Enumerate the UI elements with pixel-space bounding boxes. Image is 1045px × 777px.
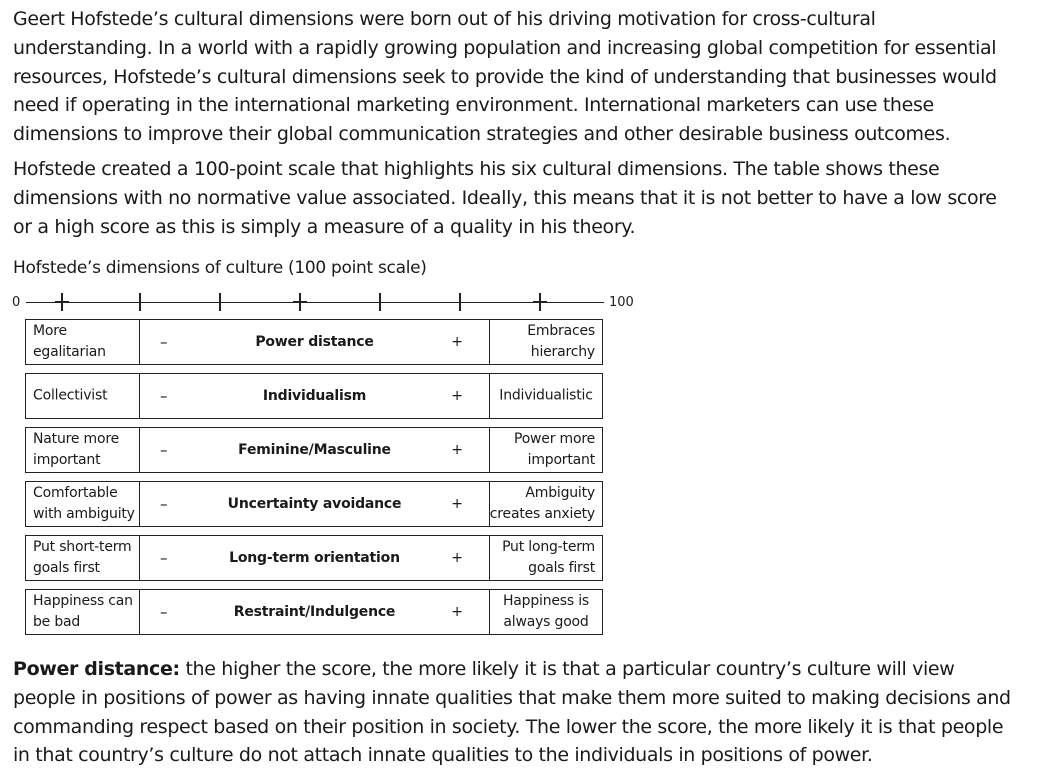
dimension-row-long-term-orientation	[25, 535, 604, 581]
high-pole-label: Individualistic	[499, 387, 593, 404]
dimension-cell	[139, 589, 490, 635]
scale-tick	[459, 293, 461, 311]
dimension-name: Restraint/Indulgence	[233, 604, 396, 620]
high-pole-label: Happiness is always good	[502, 593, 590, 630]
dimension-cell	[139, 373, 490, 419]
minus-sign: –	[160, 603, 168, 621]
definition-text: the higher the score, the more likely it is that a particular country’s culture will view people in positions of power as having innate qualities that make them more suited to making decisions and commanding respect based on their position in society. The lower the score, the more likely it is that people in that country’s culture do not attach innate qualities to the individuals in positions of power.	[13, 658, 1011, 767]
scale-tick-cross	[293, 301, 307, 303]
high-pole-cell	[490, 481, 603, 527]
high-pole-cell	[490, 319, 603, 365]
table-caption: Hofstede’s dimensions of culture (100 point scale)	[13, 258, 427, 278]
high-pole-label: Power more important	[513, 431, 595, 468]
dimension-row-power-distance	[25, 319, 604, 365]
high-pole-label: Embraces hierarchy	[527, 323, 595, 360]
definition-term: Power distance:	[13, 658, 180, 680]
plus-sign: +	[451, 604, 463, 620]
scale-tick	[139, 293, 141, 311]
high-pole-cell	[490, 427, 603, 473]
low-pole-label: Comfortable with ambiguity	[33, 485, 135, 522]
dimension-cell	[139, 427, 490, 473]
intro-paragraph-2: Hofstede created a 100-point scale that highlights his six cultural dimensions. The table shows these dimensions with no normative value associated. Ideally, this means that it is not better to have a low score or a high score as this is simply a measure of a quality in his theory.	[13, 158, 997, 238]
dimension-cell	[139, 535, 490, 581]
dimension-row-feminine-masculine	[25, 427, 604, 473]
high-pole-cell	[490, 535, 603, 581]
high-pole-label: Put long-term goals first	[502, 539, 595, 576]
low-pole-cell	[25, 319, 140, 365]
high-pole-label: Ambiguity creates anxiety	[489, 485, 595, 522]
dimension-name: Power distance	[255, 334, 374, 350]
minus-sign: –	[160, 387, 168, 405]
minus-sign: –	[160, 495, 168, 513]
scale-min-label: 0	[12, 295, 21, 310]
plus-sign: +	[451, 496, 463, 512]
low-pole-cell	[25, 535, 140, 581]
dimension-row-restraint-indulgence	[25, 589, 604, 635]
plus-sign: +	[451, 550, 463, 566]
low-pole-cell	[25, 373, 140, 419]
low-pole-label: Put short-term goals first	[33, 539, 132, 576]
high-pole-cell	[490, 589, 603, 635]
low-pole-cell	[25, 427, 140, 473]
low-pole-label: More egalitarian	[33, 323, 106, 360]
dimension-cell	[139, 319, 490, 365]
low-pole-cell	[25, 589, 140, 635]
minus-sign: –	[160, 549, 168, 567]
dimension-row-individualism	[25, 373, 604, 419]
minus-sign: –	[160, 441, 168, 459]
dimension-name: Individualism	[262, 388, 367, 404]
scale-tick	[379, 293, 381, 311]
scale-axis-line	[26, 302, 604, 303]
low-pole-label: Happiness can be bad	[33, 593, 133, 630]
dimension-name: Uncertainty avoidance	[227, 496, 402, 512]
high-pole-cell	[490, 373, 603, 419]
low-pole-cell	[25, 481, 140, 527]
definition-paragraph	[13, 655, 1013, 770]
scale-tick	[219, 293, 221, 311]
dimension-name: Long-term orientation	[229, 550, 400, 566]
dimension-name: Feminine/Masculine	[238, 442, 391, 458]
plus-sign: +	[451, 334, 463, 350]
dimension-cell	[139, 481, 490, 527]
low-pole-label: Collectivist	[33, 387, 108, 404]
low-pole-label: Nature more important	[33, 431, 119, 468]
intro-paragraph-1: Geert Hofstede’s cultural dimensions were born out of his driving motivation for cross-cultural understanding. In a world with a rapidly growing population and increasing global competition for essential resources, Hofstede’s cultural dimensions seek to provide the kind of understanding that businesses would need if operating in the international marketing environment. International marketers can use these dimensions to improve their global communication strategies and other desirable business outcomes.	[13, 8, 997, 146]
plus-sign: +	[451, 442, 463, 458]
scale-tick-cross	[55, 301, 69, 303]
plus-sign: +	[451, 388, 463, 404]
scale-max-label: 100	[609, 295, 634, 310]
minus-sign: –	[160, 333, 168, 351]
dimension-row-uncertainty-avoidance	[25, 481, 604, 527]
scale-tick-cross	[533, 301, 547, 303]
